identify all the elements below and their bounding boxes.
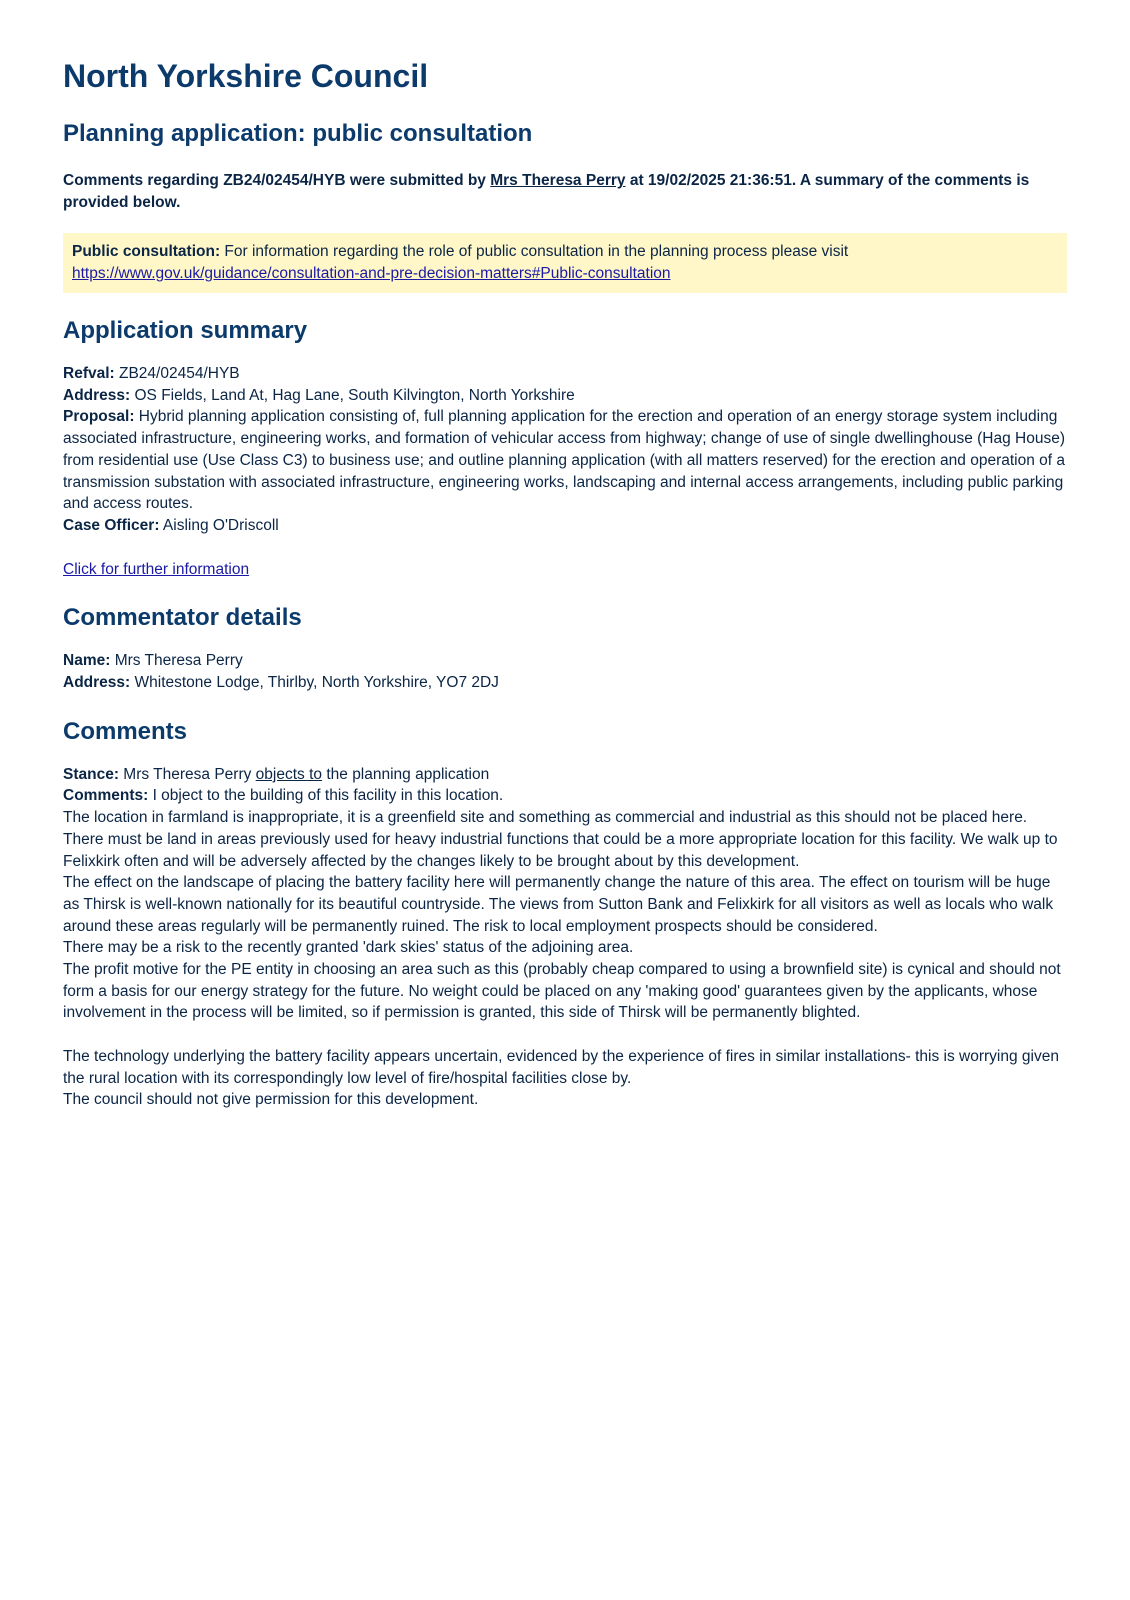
address-row (63, 385, 1067, 407)
case-officer-row (63, 515, 1067, 537)
intro-text-2: at 19/02/2025 21:36:51. A summary of the comments is provided below. (63, 172, 1030, 211)
further-info (63, 559, 1067, 581)
comment-paragraph: The technology underlying the battery facility appears uncertain, evidenced by the experience of fires in similar installations- this is worrying given the rural location with its correspondingly low level of fire/hospital facilities close by. (63, 1047, 1059, 1087)
consultation-guidance-link[interactable]: https://www.gov.uk/guidance/consultation-and-pre-decision-matters#Public-consultation (72, 264, 671, 282)
commentator-address-row (63, 672, 1067, 694)
commentator-name-value: Mrs Theresa Perry (110, 652, 243, 670)
commenter-link[interactable]: Mrs Theresa Perry (490, 172, 626, 189)
commentator-address-label: Address: (63, 674, 131, 692)
application-summary (63, 363, 1067, 537)
comment-paragraph: The council should not give permission for this development. (63, 1091, 479, 1109)
comments-first-row (63, 785, 1067, 807)
address-label: Address: (63, 386, 131, 404)
stance-post: the planning application (322, 765, 490, 783)
case-officer-value: Aisling O'Driscoll (159, 516, 279, 534)
further-info-link[interactable]: Click for further information (63, 560, 250, 578)
proposal-value: Hybrid planning application consisting of, full planning application for the erection and operation of an energy storage system including associated infrastructure, engineering works, and formation of vehicular access from highway; change of use of single dwellinghouse (Hag House) from residential use (Use Class C3) to business use; and outline planning application (with all matters reserved) for the erection and operation of a transmission substation with associated infrastructure, engineering works, landscaping and internal access arrangements, including public parking and access routes. (63, 408, 1066, 513)
notice-label: Public consultation: (72, 243, 221, 260)
notice-text: For information regarding the role of public consultation in the planning process please visit (220, 243, 849, 260)
commentator-name-row (63, 650, 1067, 672)
commentator-heading: Commentator details (63, 604, 302, 632)
comments-first: I object to the building of this facility in this location. (148, 787, 504, 805)
proposal-label: Proposal: (63, 408, 135, 426)
refval-row (63, 363, 1067, 385)
proposal-row (63, 406, 1067, 515)
refval-value: ZB24/02454/HYB (114, 365, 240, 382)
refval-label: Refval: (63, 365, 115, 382)
comments-label: Comments: (63, 787, 149, 805)
stance-pre: Mrs Theresa Perry (119, 765, 256, 783)
commentator-address-value: Whitestone Lodge, Thirlby, North Yorkshire, YO7 2DJ (130, 674, 499, 692)
page-subtitle: Planning application: public consultation (63, 120, 533, 147)
stance-row (63, 764, 1067, 786)
case-officer-label: Case Officer: (63, 516, 160, 534)
paragraph-gap (63, 1024, 1067, 1046)
commentator-details (63, 650, 1067, 693)
comment-paragraph: The profit motive for the PE entity in choosing an area such as this (probably cheap compared to using a brownfield site) is cynical and should not form a basis for our energy strategy for the future. No weight could be placed on any 'making good' guarantees given by the applicants, whose involvement in the process will be limited, so if permission is granted, this side of Thirsk will be permanently blighted. (63, 961, 1061, 1022)
commentator-name-label: Name: (63, 652, 111, 670)
public-consultation-notice (63, 233, 1067, 293)
council-title: North Yorkshire Council (63, 58, 429, 94)
comments-body (63, 764, 1067, 1111)
comment-paragraph: The effect on the landscape of placing the battery facility here will permanently change the nature of this area. The effect on tourism will be huge as Thirsk is well-known nationally for its beautiful countryside. The views from Sutton Bank and Felixkirk for all visitors as well as locals who walk around these areas regularly will be permanently ruined. The risk to local employment prospects should be considered. (63, 874, 1054, 935)
comment-paragraph: There may be a risk to the recently granted 'dark skies' status of the adjoining area. (63, 939, 634, 957)
application-summary-heading: Application summary (63, 317, 308, 344)
stance-label: Stance: (63, 765, 119, 783)
comment-paragraph: The location in farmland is inappropriate, it is a greenfield site and something as commercial and industrial as this should not be placed here. There must be land in areas previously used for heavy industrial functions that could be a more appropriate location for this facility. We walk up to Felixkirk often and will be adversely affected by the changes likely to be brought about by this development. (63, 809, 1058, 870)
document-page (63, 54, 1067, 1111)
comments-heading: Comments (63, 717, 188, 745)
address-value: OS Fields, Land At, Hag Lane, South Kilvington, North Yorkshire (130, 386, 575, 404)
intro-text-1: Comments regarding ZB24/02454/HYB were submitted by (63, 172, 491, 189)
submission-intro (63, 170, 1067, 213)
stance-value: objects to (255, 765, 323, 783)
